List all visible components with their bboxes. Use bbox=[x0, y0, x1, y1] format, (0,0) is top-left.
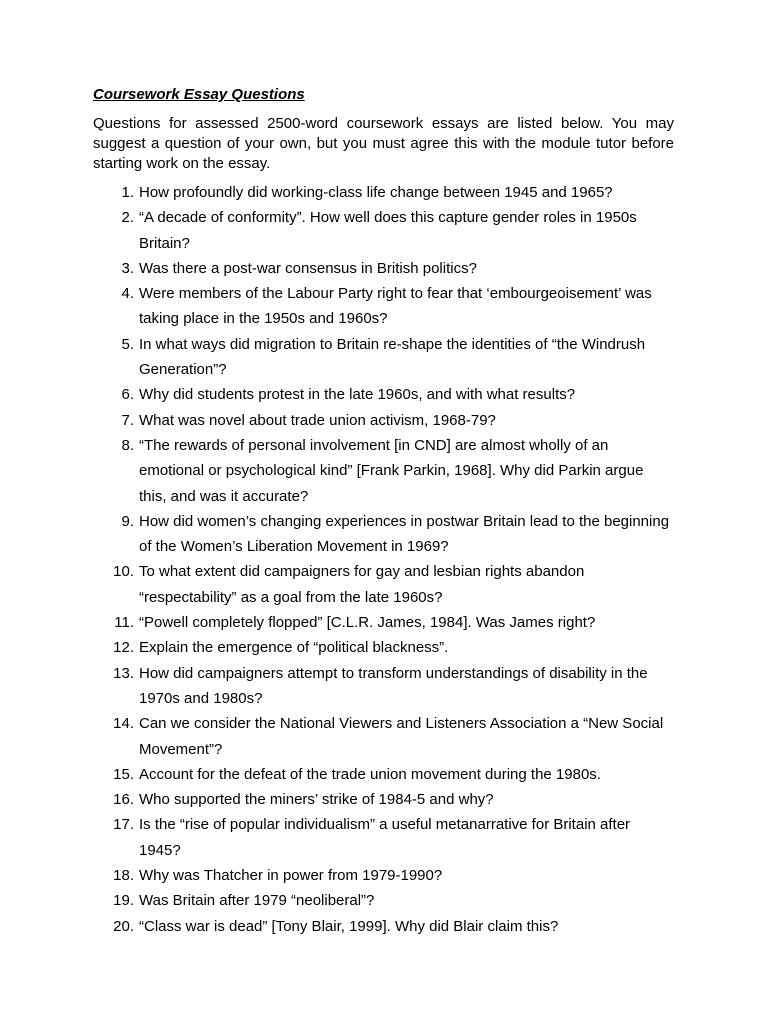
question-text: Why was Thatcher in power from 1979-1990? bbox=[139, 867, 443, 885]
question-number: 1 . bbox=[93, 180, 134, 205]
question-text: To what extent did campaigners for gay and lesbian rights abandon “respectability” as a goal from the late 1960s? bbox=[139, 563, 585, 606]
question-text: “Class war is dead” [Tony Blair, 1999]. Why did Blair claim this? bbox=[139, 917, 559, 935]
question-number: 6 . bbox=[93, 382, 134, 407]
question-text: How did campaigners attempt to transform understandings of disability in the 1970s and 1980s? bbox=[139, 664, 648, 707]
question-item bbox=[93, 711, 674, 762]
question-number: 4 . bbox=[93, 281, 134, 306]
question-text: Explain the emergence of “political blackness”. bbox=[139, 639, 449, 657]
question-number: 5 . bbox=[93, 332, 134, 357]
question-number: 16 . bbox=[93, 787, 134, 812]
question-text: “The rewards of personal involvement [in CND] are almost wholly of an emotional or psychological kind” [Frank Parkin, 1968]. Why did Parkin argue this, and was it accurate? bbox=[139, 436, 644, 505]
question-text: Were members of the Labour Party right to fear that ‘embourgeoisement’ was taking place in the 1950s and 1960s? bbox=[139, 285, 652, 328]
question-item bbox=[93, 559, 674, 610]
question-number: 7 . bbox=[93, 408, 134, 433]
intro-paragraph: Questions for assessed 2500-word coursework essays are listed below. You may suggest a question of your own, but you must agree this with the module tutor before starting work on the essay. bbox=[93, 115, 674, 172]
question-text: Was Britain after 1979 “neoliberal”? bbox=[139, 892, 375, 910]
question-item bbox=[93, 509, 674, 560]
question-item bbox=[93, 863, 674, 888]
question-text: How did women’s changing experiences in postwar Britain lead to the beginning of the Women’s Liberation Movement in 1969? bbox=[139, 512, 670, 556]
question-text: Account for the defeat of the trade union movement during the 1980s. bbox=[139, 765, 601, 783]
question-item bbox=[93, 888, 674, 913]
question-item bbox=[93, 787, 674, 812]
question-item bbox=[93, 205, 674, 256]
question-item bbox=[93, 180, 674, 205]
question-list bbox=[93, 180, 674, 939]
question-number: 12 . bbox=[93, 635, 134, 660]
question-number: 17 . bbox=[93, 812, 134, 837]
question-number: 3 . bbox=[93, 256, 134, 281]
question-item bbox=[93, 256, 674, 281]
question-text: “A decade of conformity”. How well does this capture gender roles in 1950s Britain? bbox=[139, 209, 637, 252]
question-item bbox=[93, 762, 674, 787]
question-number: 2 . bbox=[93, 205, 134, 230]
question-item bbox=[93, 914, 674, 939]
question-number: 15 . bbox=[93, 762, 134, 787]
question-number: 10 . bbox=[93, 559, 134, 584]
question-text: Why did students protest in the late 1960s, and with what results? bbox=[139, 386, 576, 404]
question-number: 13 . bbox=[93, 661, 134, 686]
document-title: Coursework Essay Questions bbox=[93, 86, 305, 103]
question-item bbox=[93, 635, 674, 660]
question-item bbox=[93, 281, 674, 332]
question-item bbox=[93, 408, 674, 433]
question-text: Was there a post-war consensus in British politics? bbox=[139, 259, 477, 277]
question-number: 8 . bbox=[93, 433, 134, 458]
question-text: Can we consider the National Viewers and Listeners Association a “New Social Movement”? bbox=[139, 715, 664, 758]
question-number: 14 . bbox=[93, 711, 134, 736]
question-text: Who supported the miners’ strike of 1984-5 and why? bbox=[139, 791, 494, 809]
question-text: “Powell completely flopped” [C.L.R. James, 1984]. Was James right? bbox=[139, 614, 596, 632]
question-number: 11 . bbox=[93, 610, 134, 635]
question-number: 20 . bbox=[93, 914, 134, 939]
question-item bbox=[93, 433, 674, 509]
question-text: Is the “rise of popular individualism” a useful metanarrative for Britain after 1945? bbox=[139, 816, 631, 859]
question-number: 9 . bbox=[93, 509, 134, 534]
question-item bbox=[93, 812, 674, 863]
question-item bbox=[93, 382, 674, 407]
question-number: 19 . bbox=[93, 888, 134, 913]
question-item bbox=[93, 661, 674, 712]
question-item bbox=[93, 332, 674, 383]
question-text: How profoundly did working-class life change between 1945 and 1965? bbox=[139, 184, 613, 201]
question-text: In what ways did migration to Britain re-shape the identities of “the Windrush Generation”? bbox=[139, 335, 646, 379]
question-number: 18 . bbox=[93, 863, 134, 888]
question-item bbox=[93, 610, 674, 635]
question-text: What was novel about trade union activism, 1968-79? bbox=[139, 411, 496, 429]
document-body bbox=[93, 85, 674, 939]
